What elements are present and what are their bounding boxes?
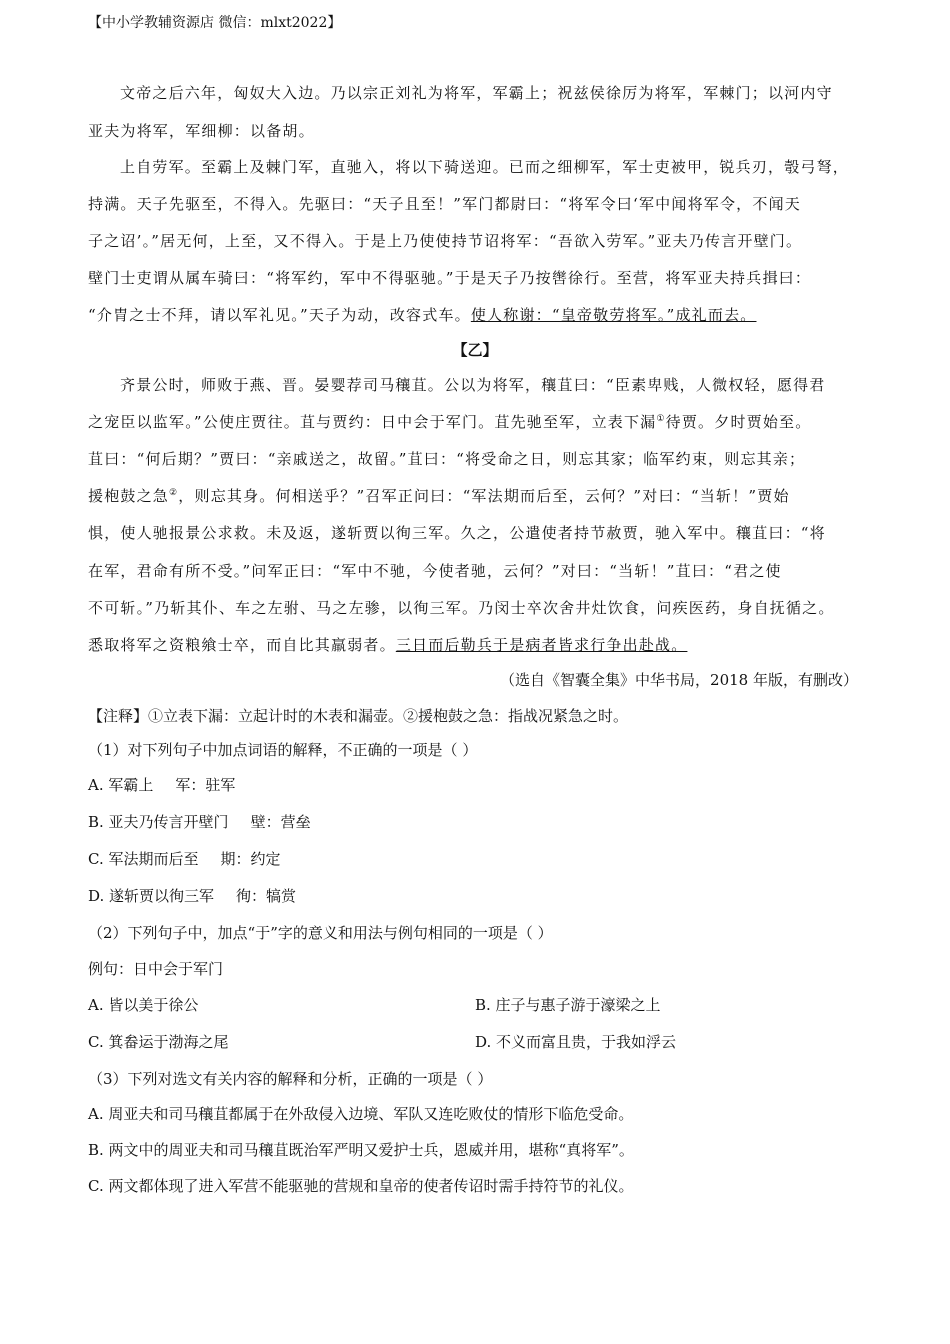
yi-line-4-text-a: 援枹鼓之急: [88, 487, 170, 505]
footnote-marker-1: ①: [656, 414, 666, 424]
q3-option-c: C. 两文都体现了进入军营不能驱驰的营规和皇帝的使者传诏时需手持符节的礼仪。: [88, 1177, 634, 1195]
q1-option-a-explanation: 军：驻军: [175, 776, 236, 794]
q3-stem: （3）下列对选文有关内容的解释和分析，正确的一项是（ ）: [88, 1070, 493, 1088]
jia-line-2: 亚夫为将军，军细柳：以备胡。: [88, 122, 315, 140]
yi-section-title: 【乙】: [452, 341, 498, 359]
q3-option-a: A. 周亚夫和司马穰苴都属于在外敌侵入边境、军队又连吃败仗的情形下临危受命。: [88, 1105, 634, 1123]
q1-option-d-explanation: 徇：犒赏: [236, 887, 297, 905]
jia-line-3: 上自劳军。至霸上及棘门军，直驰入，将以下骑送迎。已而之细柳军，军士吏被甲，锐兵刃，彀弓弩，: [120, 158, 850, 176]
jia-underlined-sentence: 使人称谢：“皇帝敬劳将军。”成礼而去。: [470, 306, 757, 324]
yi-line-2-text-b: 待贾。夕时贾始至。: [665, 413, 812, 431]
jia-line-7-text: “介胄之士不拜，请以军礼见。”天子为动，改容式车。: [88, 306, 471, 324]
q2-example: 例句：日中会于军门: [88, 960, 224, 978]
q2-option-d: D. 不义而富且贵，于我如浮云: [475, 1033, 677, 1051]
annotation-note: 【注释】①立表下漏：立起计时的木表和漏壶。②援枹鼓之急：指战况紧急之时。: [88, 707, 629, 725]
q1-option-d-text: D. 遂斩贾以徇三军: [88, 887, 215, 905]
page-header: 【中小学教辅资源店 微信：mlxt2022】: [88, 15, 342, 31]
yi-line-1: 齐景公时，师败于燕、晋。晏婴荐司马穰苴。公以为将军，穰苴曰：“臣素卑贱，人微权轻，愿得君: [120, 376, 826, 394]
jia-line-6: 壁门士吏谓从属车骑曰：“将军约，军中不得驱驰。”于是天子乃按辔徐行。至营，将军亚夫持兵揖曰：: [88, 269, 812, 287]
q2-option-a: A. 皆以美于徐公: [88, 996, 199, 1014]
jia-line-5: 子之诏’。”居无何，上至，又不得入。于是上乃使使持节诏将军：“吾欲入劳军。”亚夫乃传言开壁门。: [88, 232, 803, 250]
q1-option-b-text: B. 亚夫乃传言开壁门: [88, 813, 229, 831]
q3-option-b: B. 两文中的周亚夫和司马穰苴既治军严明又爱护士兵，恩威并用，堪称“真将军”。: [88, 1141, 634, 1159]
jia-line-7: [88, 304, 756, 325]
q1-option-c-explanation: 期：约定: [220, 850, 281, 868]
yi-line-8-text: 悉取将军之资粮飨士卒，而自比其羸弱者。: [88, 636, 396, 654]
yi-line-5: 惧，使人驰报景公求救。未及返，遂斩贾以徇三军。久之，公遣使者持节赦贾，驰入军中。穰苴曰：“将: [88, 524, 826, 542]
yi-line-6: 在军，君命有所不受。”问军正曰：“军中不驰，今使者驰，云何？”对曰：“当斩！”苴曰：“君之使: [88, 562, 782, 580]
yi-line-2: [88, 411, 811, 432]
jia-line-1: 文帝之后六年，匈奴大入边。乃以宗正刘礼为将军，军霸上；祝兹侯徐厉为将军，军棘门；以河内守: [120, 84, 833, 102]
q1-option-a: [88, 774, 235, 795]
q2-stem: （2）下列句子中，加点“于”字的意义和用法与例句相同的一项是（ ）: [88, 924, 553, 942]
q2-option-c: C. 箕畚运于渤海之尾: [88, 1033, 229, 1051]
source-citation: （选自《智囊全集》中华书局，2018 年版，有删改）: [500, 671, 858, 689]
q1-option-c-text: C. 军法期而后至: [88, 850, 199, 868]
yi-line-3: 苴曰：“何后期？”贾曰：“亲戚送之，故留。”苴曰：“将受命之日，则忘其家；临军约束，则忘其亲；: [88, 450, 806, 468]
yi-line-4-text-b: ，则忘其身。何相送乎？”召军正问曰：“军法期而后至，云何？”对曰：“当斩！”贾始: [178, 487, 790, 505]
yi-line-8: [88, 634, 687, 655]
jia-line-4: 持满。天子先驱至，不得入。先驱曰：“天子且至！”军门都尉曰：“将军令曰‘军中闻将军令，不闻天: [88, 195, 801, 213]
q1-option-a-text: A. 军霸上: [88, 776, 154, 794]
q2-option-b: B. 庄子与惠子游于濠梁之上: [475, 996, 661, 1014]
q1-stem: （1）对下列句子中加点词语的解释，不正确的一项是（ ）: [88, 741, 478, 759]
q1-option-c: [88, 848, 281, 869]
yi-line-4: [88, 485, 790, 506]
q1-option-b: [88, 811, 311, 832]
yi-underlined-sentence: 三日而后勒兵于是病者皆求行争出赴战。: [395, 636, 688, 654]
yi-line-2-text-a: 之宠臣以监军。”公使庄贾往。苴与贾约：日中会于军门。苴先驰至军，立表下漏: [88, 413, 657, 431]
yi-line-7: 不可斩。”乃斩其仆、车之左驸、马之左骖，以徇三军。乃闵士卒次舍井灶饮食，问疾医药，身自抚循之。: [88, 599, 835, 617]
footnote-marker-2: ②: [169, 488, 179, 498]
q1-option-d: [88, 885, 296, 906]
q1-option-b-explanation: 壁：营垒: [250, 813, 311, 831]
